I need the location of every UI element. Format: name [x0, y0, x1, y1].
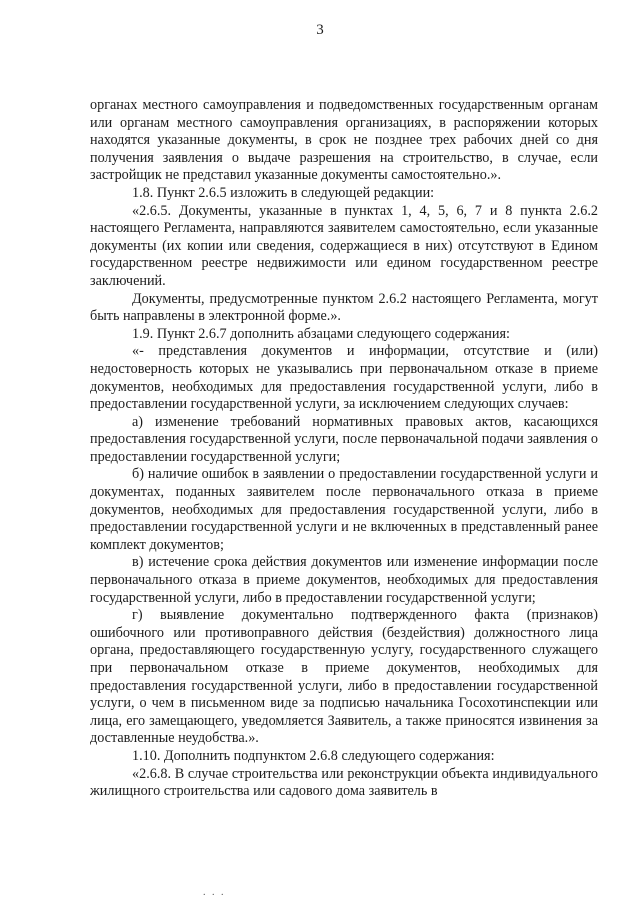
paragraph-refusal-documents: «- представления документов и информации, отсутствие и (или) недостоверность которых не указывались при первоначальном отказе в приеме документов, необходимых для предоставления государственной услуги, либо в предоставлении государственной услуги, за исключением следующих случаев: — [90, 343, 598, 413]
paragraph-item-1-8: 1.8. Пункт 2.6.5 изложить в следующей редакции: — [132, 184, 435, 201]
paragraph-case-a: а) изменение требований нормативных правовых актов, касающихся предоставления государственной услуги, после первоначальной подачи заявления о предоставлении государственной услуги; — [90, 413, 598, 465]
paragraph-case-g: г) выявление документально подтвержденного факта (признаков) ошибочного или противоправного действия (бездействия) должностного лица органа, предоставляющего государственную услугу, государственного служащего при первоначальном отказе в приеме документов, необходимых для предоставления государственной услуги, либо в предоставлении государственной услуги, о чем в письменном виде за подписью начальника Госохотинспекции или лица, его замещающего, уведомляется Заявитель, а также приносятся извинения за доставленные неудобства.». — [90, 607, 598, 747]
page-number: 3 — [316, 22, 324, 38]
document-body — [90, 97, 598, 801]
paragraph-2-6-5: «2.6.5. Документы, указанные в пунктах 1, 4, 5, 6, 7 и 8 пункта 2.6.2 настоящего Регламента, направляются заявителем самостоятельно, если указанные документы (их копии или сведения, содержащиеся в них) отсутствуют в Едином государственном реестре недвижимости или едином государственном реестре заключений. — [90, 202, 598, 289]
paragraph-item-1-9: 1.9. Пункт 2.6.7 дополнить абзацами следующего содержания: — [132, 325, 510, 342]
paragraph-item-1-10: 1.10. Дополнить подпунктом 2.6.8 следующего содержания: — [132, 747, 495, 764]
paragraph-continuation: органах местного самоуправления и подведомственных государственным органам или органам местного самоуправления организациях, в распоряжении которых находятся указанные документы, в срок не позднее трех рабочих дней со дня получения заявления о выдаче разрешения на строительство, в случае, если застройщик не представил указанные документы самостоятельно.». — [90, 97, 598, 184]
paragraph-case-b: б) наличие ошибок в заявлении о предоставлении государственной услуги и документах, поданных заявителем после первоначального отказа в приеме документов, необходимых для предоставления государственной услуги, либо в предоставлении государственной услуги и не включенных в представленный ранее комплект документов; — [90, 466, 598, 553]
paragraph-2-6-8: «2.6.8. В случае строительства или реконструкции объекта индивидуального жилищного строительства или садового дома заявитель в — [90, 765, 598, 800]
paragraph-case-v: в) истечение срока действия документов или изменение информации после первоначального отказа в приеме документов, необходимых для предоставления государственной услуги, либо в предоставлении государственной услуги; — [90, 554, 598, 606]
scan-artifact-mark: . . . — [203, 887, 226, 898]
paragraph-2-6-2-electronic: Документы, предусмотренные пунктом 2.6.2 настоящего Регламента, могут быть направлены в электронной форме.». — [90, 290, 598, 325]
